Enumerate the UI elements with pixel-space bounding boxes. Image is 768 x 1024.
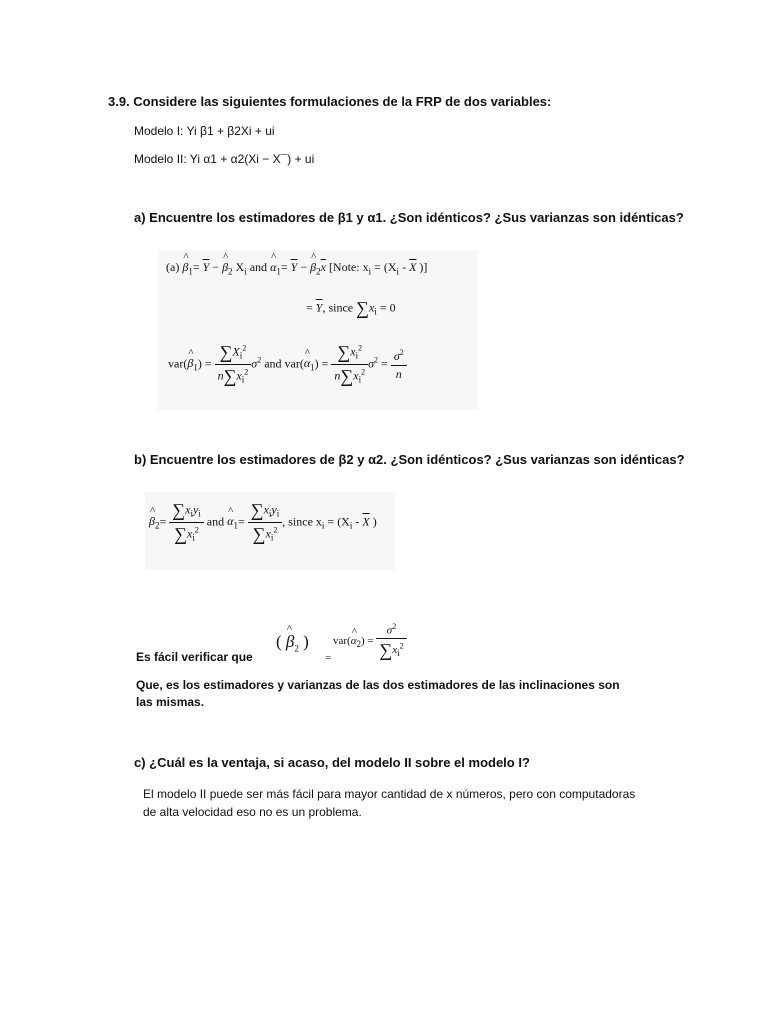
n-1: n bbox=[217, 368, 224, 383]
equals-sign: = bbox=[325, 652, 332, 664]
part-a-equation-image bbox=[158, 250, 478, 410]
part-a-variance: var(^ $\beta_1$) = $\frac{\sum X_i^2}{n\sum x_i^2}$ $\sigma^2$ and var(^ $\alpha_1$) = $\frac{\sum x_i^2}{n\sum x_i^2}$ $\sigma^2$ = $\frac{\sigma^2}{n}$ bbox=[168, 342, 407, 387]
eq2-since: , since bbox=[322, 300, 354, 315]
eq1-x: X bbox=[235, 260, 245, 274]
n-2: n bbox=[334, 368, 341, 383]
problem-title: 3.9. Considere las siguientes formulaciones de la FRP de dos variables: bbox=[108, 94, 552, 109]
verify-text: Es fácil verificar que bbox=[136, 650, 253, 664]
part-a-eq2: = $\overline{Y}$, since $\sum x_i = 0$ bbox=[306, 298, 396, 318]
var-alpha-label: var( bbox=[333, 634, 351, 647]
part-b-since-tail: = (X bbox=[324, 514, 350, 529]
part-a-question: a) Encuentre los estimadores de β1 y α1. ¿Son idénticos? ¿Sus varianzas son idénticas? bbox=[134, 210, 684, 225]
eq1-note-tail: = (X bbox=[371, 260, 397, 274]
beta2-hat-symbol: ( ^ $\beta_2$ ) bbox=[276, 632, 309, 653]
model-1: Modelo I: Yi β1 + β2Xi + ui bbox=[134, 124, 275, 138]
var-and: and var( bbox=[264, 356, 304, 371]
part-b-equation-image bbox=[145, 492, 395, 570]
eq1-note: [Note: x bbox=[328, 260, 369, 274]
alpha2-variance: var(^ $\alpha_2$) = $\frac{\sigma^2}{\sum x_i^2}$ bbox=[333, 622, 407, 661]
eq2-zero: = 0 bbox=[379, 300, 396, 315]
part-c-question: c) ¿Cuál es la ventaja, si acaso, del modelo II sobre el modelo I? bbox=[134, 755, 530, 770]
part-b-and: and bbox=[206, 514, 225, 529]
n-3: n bbox=[395, 366, 402, 381]
eq1-and: and bbox=[249, 260, 268, 274]
part-b-since: , since x bbox=[282, 514, 322, 529]
conclusion-line-2: las mismas. bbox=[136, 695, 205, 709]
part-a-eq1: (a) ^ $\beta_1= \overline{Y}$ − ^ $\beta_2$ $X_i$ and ^ $\alpha_1= \overline{Y}$ − ^ $\beta_2\overline{x}$ [Note: $x_i = (X_i - \overline{X}$ )] bbox=[166, 260, 427, 276]
conclusion-line-1: Que, es los estimadores y varianzas de las dos estimadores de las inclinaciones son bbox=[136, 678, 620, 692]
part-c-answer-line-2: de alta velocidad eso no es un problema. bbox=[143, 805, 362, 819]
eq1-label: (a) bbox=[166, 260, 180, 274]
part-c-answer-line-1: El modelo II puede ser más fácil para mayor cantidad de x números, pero con computadoras bbox=[143, 787, 636, 801]
model-2: Modelo II: Yi α1 + α2(Xi − X¯) + ui bbox=[134, 152, 315, 166]
part-b-question: b) Encuentre los estimadores de β2 y α2. ¿Son idénticos? ¿Sus varianzas son idénticas? bbox=[134, 452, 685, 467]
part-b-estimators: ^ $\beta_2=$ $\frac{\sum x_iy_i}{\sum x_i^2}$ and ^ $\alpha_1=$ $\frac{\sum x_iy_i}{\sum x_i^2}$ , since $x_i = (X_i - \overline{X}$ ) bbox=[149, 500, 377, 545]
var-label: var( bbox=[168, 356, 188, 371]
